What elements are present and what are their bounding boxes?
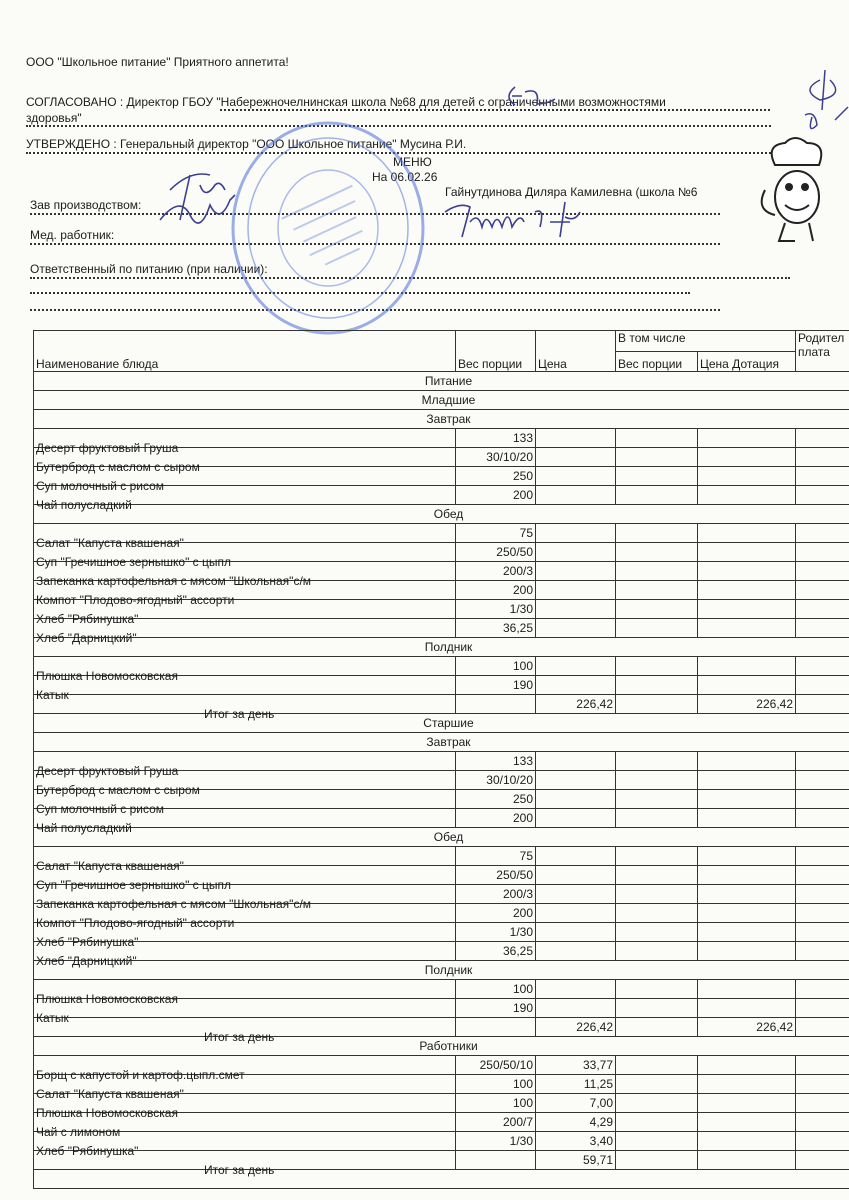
dish-price [536, 524, 616, 543]
dish-name: Бутерброд с маслом с сыром [36, 783, 200, 797]
inc-price-cell [698, 581, 796, 600]
total-parent-cell [796, 695, 849, 714]
dish-weight: 250/50 [456, 866, 536, 885]
col-header-parent-line2: плата [798, 345, 830, 359]
inc-weight-cell [616, 771, 698, 790]
inc-price-cell [698, 676, 796, 695]
parent-pay-cell [796, 467, 849, 486]
dish-price [536, 657, 616, 676]
parent-pay-cell [796, 676, 849, 695]
dish-weight: 200/3 [456, 885, 536, 904]
inc-weight-cell [616, 1075, 698, 1094]
inc-price-cell [698, 923, 796, 942]
inc-weight-cell [616, 752, 698, 771]
dish-name: Суп молочный с рисом [36, 479, 165, 493]
meal-header: Полдник [34, 961, 849, 980]
dish-weight: 250 [456, 467, 536, 486]
total-dotation: 226,42 [698, 1018, 796, 1037]
dish-name: Хлеб "Рябинушка" [36, 935, 139, 949]
inc-price-cell [698, 1113, 796, 1132]
table-end-row [34, 1170, 849, 1189]
dish-name: Десерт фруктовый Груша [36, 764, 179, 778]
inc-weight-cell [616, 790, 698, 809]
dish-price [536, 600, 616, 619]
dish-weight: 133 [456, 752, 536, 771]
approved-line: УТВЕРЖДЕНО : Генеральный директор "ООО Школьное питание" Мусина Р.И. [26, 137, 467, 151]
inc-weight-cell [616, 847, 698, 866]
inc-price-cell [698, 1132, 796, 1151]
meal-header-row [34, 961, 849, 980]
parent-pay-cell [796, 524, 849, 543]
table-row [34, 524, 849, 543]
parent-pay-cell [796, 619, 849, 638]
medic-label: Мед. работник: [30, 228, 115, 242]
dish-name: Бутерброд с маслом с сыром [36, 460, 200, 474]
dish-name: Салат "Капуста квашеная" [36, 536, 184, 550]
section-header: Старшие [34, 714, 849, 733]
col-header-inc-price: Цена Дотация [698, 351, 796, 372]
parent-pay-cell [796, 657, 849, 676]
meal-header: Обед [34, 828, 849, 847]
dish-name: Хлеб "Рябинушка" [36, 612, 139, 626]
dish-name: Плюшка Новомосковская [36, 1106, 178, 1120]
section-header-row [34, 714, 849, 733]
dish-name: Хлеб "Дарницкий" [36, 954, 137, 968]
inc-weight-cell [616, 448, 698, 467]
dish-weight: 200 [456, 581, 536, 600]
dish-weight: 100 [456, 980, 536, 999]
dish-name: Борщ с капустой и картоф.цыпл.смет [36, 1068, 245, 1082]
parent-pay-cell [796, 1075, 849, 1094]
inc-price-cell [698, 771, 796, 790]
total-label-cell [34, 695, 456, 721]
dish-name: Чай с лимоном [36, 1125, 121, 1139]
total-weight-cell [456, 1018, 536, 1037]
meal-header: Завтрак [34, 733, 849, 752]
inc-price-cell [698, 619, 796, 638]
dish-name: Запеканка картофельная с мясом "Школьная"с/м [36, 574, 312, 588]
parent-pay-cell [796, 581, 849, 600]
inc-weight-cell [616, 885, 698, 904]
section-header-top: Питание [34, 372, 849, 391]
inc-weight-cell [616, 980, 698, 999]
dish-weight: 190 [456, 999, 536, 1018]
total-row [34, 1151, 849, 1170]
dish-price [536, 790, 616, 809]
dish-price [536, 581, 616, 600]
parent-pay-cell [796, 923, 849, 942]
dish-price [536, 904, 616, 923]
dish-name: Салат "Капуста квашеная" [36, 859, 184, 873]
parent-pay-cell [796, 562, 849, 581]
total-parent-cell [796, 1018, 849, 1037]
dish-name: Чай полусладкий [36, 821, 132, 835]
dish-weight: 30/10/20 [456, 771, 536, 790]
parent-pay-cell [796, 448, 849, 467]
dish-weight: 200 [456, 809, 536, 828]
meal-header-row [34, 828, 849, 847]
dish-name: Десерт фруктовый Груша [36, 441, 179, 455]
inc-weight-cell [616, 1132, 698, 1151]
total-label: Итог за день [204, 1030, 275, 1044]
dish-price [536, 923, 616, 942]
dish-weight: 200/3 [456, 562, 536, 581]
total-price: 59,71 [536, 1151, 616, 1170]
parent-pay-cell [796, 600, 849, 619]
chef-logo [755, 135, 835, 245]
parent-pay-cell [796, 771, 849, 790]
inc-weight-cell [616, 467, 698, 486]
col-header-weight: Вес порции [456, 331, 536, 372]
dish-weight: 75 [456, 847, 536, 866]
dish-name-cell [34, 429, 456, 455]
section-header-row [34, 391, 849, 410]
dish-price [536, 885, 616, 904]
dish-price [536, 771, 616, 790]
meal-header-row [34, 733, 849, 752]
dish-name-cell [34, 1056, 456, 1082]
dish-price [536, 448, 616, 467]
inc-price-cell [698, 543, 796, 562]
meal-header-row [34, 505, 849, 524]
total-parent-cell [796, 1151, 849, 1170]
total-inc-weight-cell [616, 695, 698, 714]
inc-price-cell [698, 904, 796, 923]
dish-price: 4,29 [536, 1113, 616, 1132]
inc-price-cell [698, 1094, 796, 1113]
dish-weight: 200/7 [456, 1113, 536, 1132]
table-row [34, 429, 849, 448]
inc-price-cell [698, 980, 796, 999]
inc-price-cell [698, 999, 796, 1018]
inc-price-cell [698, 524, 796, 543]
school-stamp [228, 118, 428, 338]
dish-weight: 1/30 [456, 1132, 536, 1151]
inc-weight-cell [616, 524, 698, 543]
dish-price [536, 866, 616, 885]
inc-weight-cell [616, 486, 698, 505]
responsible-label: Ответственный по питанию (при наличии): [30, 262, 268, 276]
inc-weight-cell [616, 581, 698, 600]
inc-weight-cell [616, 1113, 698, 1132]
inc-weight-cell [616, 942, 698, 961]
menu-title: МЕНЮ [393, 155, 432, 169]
menu-date: На 06.02.26 [372, 170, 438, 184]
meal-header: Завтрак [34, 410, 849, 429]
parent-pay-cell [796, 904, 849, 923]
menu-table [33, 330, 849, 1189]
total-label-cell [34, 1018, 456, 1044]
dish-weight: 36,25 [456, 619, 536, 638]
inc-weight-cell [616, 619, 698, 638]
dish-price: 3,40 [536, 1132, 616, 1151]
dish-name-cell [34, 847, 456, 873]
parent-pay-cell [796, 429, 849, 448]
dish-weight: 1/30 [456, 923, 536, 942]
inc-price-cell [698, 486, 796, 505]
inc-weight-cell [616, 809, 698, 828]
inc-price-cell [698, 885, 796, 904]
table-row [34, 847, 849, 866]
inc-price-cell [698, 752, 796, 771]
inc-price-cell [698, 942, 796, 961]
meal-header: Обед [34, 505, 849, 524]
inc-weight-cell [616, 1056, 698, 1075]
dish-price: 33,77 [536, 1056, 616, 1075]
inc-weight-cell [616, 429, 698, 448]
dish-name: Хлеб "Рябинушка" [36, 1144, 139, 1158]
dish-name-cell [34, 524, 456, 550]
col-header-inc-weight: Вес порции [616, 351, 698, 372]
parent-pay-cell [796, 809, 849, 828]
parent-pay-cell [796, 847, 849, 866]
total-row [34, 1018, 849, 1037]
dish-price [536, 429, 616, 448]
col-header-price: Цена [536, 331, 616, 372]
dish-weight: 190 [456, 676, 536, 695]
dish-name: Суп "Гречишное зернышко" с цыпл [36, 878, 231, 892]
dish-price [536, 562, 616, 581]
dish-weight: 100 [456, 657, 536, 676]
dish-weight: 36,25 [456, 942, 536, 961]
margin-initials [800, 65, 849, 140]
parent-pay-cell [796, 1113, 849, 1132]
inc-price-cell [698, 809, 796, 828]
meal-header-row [34, 638, 849, 657]
dish-name-cell [34, 980, 456, 1006]
parent-pay-cell [796, 1056, 849, 1075]
parent-pay-cell [796, 752, 849, 771]
dish-price [536, 847, 616, 866]
dish-name: Катык [36, 1011, 69, 1025]
total-row [34, 695, 849, 714]
total-label: Итог за день [204, 1163, 275, 1177]
agreed-line: СОГЛАСОВАНО : Директор ГБОУ "Набережночелнинская школа №68 для детей с ограниченными возможностями [26, 95, 666, 109]
inc-price-cell [698, 600, 796, 619]
parent-pay-cell [796, 885, 849, 904]
total-dotation: 226,42 [698, 695, 796, 714]
inc-price-cell [698, 1056, 796, 1075]
total-inc-weight-cell [616, 1018, 698, 1037]
dish-weight: 100 [456, 1075, 536, 1094]
company-line: ООО "Школьное питание" Приятного аппетита! [26, 55, 289, 69]
total-weight-cell [456, 695, 536, 714]
inc-weight-cell [616, 866, 698, 885]
table-row [34, 752, 849, 771]
inc-price-cell [698, 448, 796, 467]
inc-price-cell [698, 847, 796, 866]
parent-pay-cell [796, 866, 849, 885]
dish-name: Чай полусладкий [36, 498, 132, 512]
total-price: 226,42 [536, 695, 616, 714]
dish-weight: 250/50 [456, 543, 536, 562]
dish-name: Салат "Капуста квашеная" [36, 1087, 184, 1101]
dish-name-cell [34, 657, 456, 683]
parent-pay-cell [796, 942, 849, 961]
dish-price [536, 999, 616, 1018]
dish-name-cell [34, 752, 456, 778]
meal-header: Полдник [34, 638, 849, 657]
medic-signature [440, 197, 590, 242]
dish-weight: 75 [456, 524, 536, 543]
production-signature [150, 165, 250, 245]
total-price: 226,42 [536, 1018, 616, 1037]
dish-weight: 133 [456, 429, 536, 448]
inc-weight-cell [616, 904, 698, 923]
dish-name: Компот "Плодово-ягодный" ассорти [36, 593, 235, 607]
total-dotation [698, 1151, 796, 1170]
inc-price-cell [698, 429, 796, 448]
col-header-parent [796, 331, 849, 372]
dish-weight: 1/30 [456, 600, 536, 619]
signature-line [220, 109, 770, 111]
dish-price [536, 619, 616, 638]
dish-weight: 250 [456, 790, 536, 809]
inc-price-cell [698, 657, 796, 676]
dish-weight: 250/50/10 [456, 1056, 536, 1075]
dish-name: Запеканка картофельная с мясом "Школьная"с/м [36, 897, 312, 911]
dish-price [536, 980, 616, 999]
total-weight-cell [456, 1151, 536, 1170]
agreed-line-cont: здоровья" [26, 111, 82, 125]
total-inc-weight-cell [616, 1151, 698, 1170]
director-signature [500, 82, 560, 112]
col-header-name: Наименование блюда [34, 331, 456, 372]
dish-price [536, 809, 616, 828]
inc-price-cell [698, 562, 796, 581]
parent-pay-cell [796, 543, 849, 562]
col-header-parent-line1: Родител [798, 331, 845, 345]
dish-price: 7,00 [536, 1094, 616, 1113]
total-label: Итог за день [204, 707, 275, 721]
parent-pay-cell [796, 790, 849, 809]
dish-name: Суп молочный с рисом [36, 802, 165, 816]
dish-name: Катык [36, 688, 69, 702]
dish-weight: 30/10/20 [456, 448, 536, 467]
dish-name: Компот "Плодово-ягодный" ассорти [36, 916, 235, 930]
dish-name: Плюшка Новомосковская [36, 992, 178, 1006]
inc-weight-cell [616, 657, 698, 676]
inc-weight-cell [616, 676, 698, 695]
dish-price [536, 486, 616, 505]
production-label: Зав производством: [30, 198, 142, 212]
table-row [34, 980, 849, 999]
section-header-row [34, 1037, 849, 1056]
col-header-including: В том числе [616, 331, 796, 352]
dish-price: 11,25 [536, 1075, 616, 1094]
dish-price [536, 752, 616, 771]
inc-weight-cell [616, 999, 698, 1018]
dish-name: Хлеб "Дарницкий" [36, 631, 137, 645]
dish-price [536, 942, 616, 961]
dish-price [536, 543, 616, 562]
inc-weight-cell [616, 600, 698, 619]
inc-weight-cell [616, 923, 698, 942]
meal-header-row [34, 410, 849, 429]
parent-pay-cell [796, 486, 849, 505]
section-header: Работники [34, 1037, 849, 1056]
inc-weight-cell [616, 1094, 698, 1113]
inc-price-cell [698, 467, 796, 486]
inc-price-cell [698, 790, 796, 809]
dish-weight: 200 [456, 904, 536, 923]
table-row [34, 942, 849, 961]
inc-price-cell [698, 1075, 796, 1094]
production-head-name: Гайнутдинова Диляра Камилевна (школа №6 [445, 185, 698, 199]
parent-pay-cell [796, 980, 849, 999]
table-row [34, 1132, 849, 1151]
dish-name: Плюшка Новомосковская [36, 669, 178, 683]
parent-pay-cell [796, 999, 849, 1018]
table-row [34, 619, 849, 638]
inc-weight-cell [616, 562, 698, 581]
parent-pay-cell [796, 1094, 849, 1113]
dish-price [536, 467, 616, 486]
parent-pay-cell [796, 1132, 849, 1151]
dish-weight: 100 [456, 1094, 536, 1113]
inc-weight-cell [616, 543, 698, 562]
dish-name: Суп "Гречишное зернышко" с цыпл [36, 555, 231, 569]
inc-price-cell [698, 866, 796, 885]
section-header: Младшие [34, 391, 849, 410]
dish-price [536, 676, 616, 695]
dish-weight: 200 [456, 486, 536, 505]
table-row [34, 657, 849, 676]
table-row [34, 1056, 849, 1075]
